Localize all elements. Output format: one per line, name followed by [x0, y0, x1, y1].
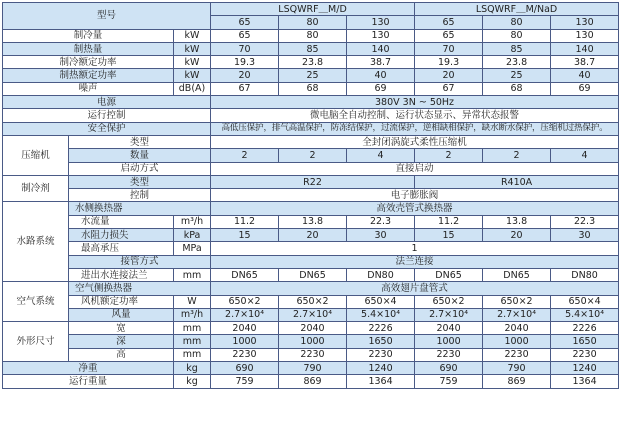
value-cell: DN65 — [279, 268, 347, 281]
table-row — [3, 362, 619, 375]
row-label: 运行控制 — [3, 109, 211, 122]
value-cell: 2 — [211, 149, 279, 162]
table-row — [3, 96, 619, 109]
value-cell: 2226 — [347, 322, 415, 335]
value-cell: 2 — [279, 149, 347, 162]
value-cell: 4 — [347, 149, 415, 162]
value-cell: 2226 — [551, 322, 619, 335]
value-cell: 69 — [347, 82, 415, 95]
unit-cell: kW — [174, 42, 211, 55]
value-cell: 65 — [415, 29, 483, 42]
value-cell: 67 — [211, 82, 279, 95]
unit-cell: kg — [174, 362, 211, 375]
table-row — [3, 189, 619, 202]
value-cell: 2040 — [211, 322, 279, 335]
row-label: 进出水连接法兰 — [69, 268, 174, 281]
value-cell: 2230 — [279, 348, 347, 361]
value-cell: 5.4×10⁴ — [551, 308, 619, 321]
value-cell: 20 — [211, 69, 279, 82]
row-label: 启动方式 — [69, 162, 211, 175]
value-cell: 1650 — [347, 335, 415, 348]
value-cell: R410A — [415, 175, 619, 188]
table-row — [3, 282, 619, 295]
value-cell: 69 — [551, 82, 619, 95]
value-cell: 19.3 — [415, 56, 483, 69]
unit-cell: dB(A) — [174, 82, 211, 95]
value-cell: 20 — [415, 69, 483, 82]
value-cell: 电子膨胀阀 — [211, 189, 619, 202]
unit-cell: mm — [174, 348, 211, 361]
value-cell: 80 — [483, 29, 551, 42]
value-cell: 40 — [347, 69, 415, 82]
row-label: 运行重量 — [3, 375, 174, 388]
value-cell: 2040 — [279, 322, 347, 335]
table-row — [3, 215, 619, 228]
row-label: 安全保护 — [3, 122, 211, 135]
unit-cell: kg — [174, 375, 211, 388]
unit-cell: mm — [174, 322, 211, 335]
table-row — [3, 375, 619, 388]
unit-cell: W — [174, 295, 211, 308]
value-cell: R22 — [211, 175, 415, 188]
row-label: 制冷额定功率 — [3, 56, 174, 69]
table-row — [3, 255, 619, 268]
value-cell: 1650 — [551, 335, 619, 348]
value-cell: 650×2 — [483, 295, 551, 308]
value-cell: 65 — [211, 29, 279, 42]
value-cell: DN65 — [483, 268, 551, 281]
value-cell: 790 — [279, 362, 347, 375]
value-cell: 1364 — [347, 375, 415, 388]
unit-cell: mm — [174, 335, 211, 348]
value-cell: 2.7×10⁴ — [415, 308, 483, 321]
table-row — [3, 322, 619, 335]
value-cell: 1 — [211, 242, 619, 255]
unit-cell: kW — [174, 69, 211, 82]
model-cell: 65 — [211, 16, 279, 29]
model-cell: 130 — [347, 16, 415, 29]
series-nad: LSQWRF＿M/NaD — [415, 3, 619, 16]
value-cell: DN80 — [347, 268, 415, 281]
row-label: 制热额定功率 — [3, 69, 174, 82]
value-cell: 2230 — [211, 348, 279, 361]
value-cell: DN65 — [415, 268, 483, 281]
row-label: 控制 — [69, 189, 211, 202]
value-cell: 22.3 — [347, 215, 415, 228]
value-cell: 690 — [211, 362, 279, 375]
row-label: 制热量 — [3, 42, 174, 55]
table-row — [3, 82, 619, 95]
value-cell: 30 — [551, 229, 619, 242]
value-cell: 2.7×10⁴ — [211, 308, 279, 321]
model-cell: 130 — [551, 16, 619, 29]
table-row — [3, 69, 619, 82]
value-cell: 11.2 — [415, 215, 483, 228]
value-cell: 68 — [483, 82, 551, 95]
value-cell: 1000 — [279, 335, 347, 348]
value-cell: 2 — [483, 149, 551, 162]
unit-cell: kW — [174, 29, 211, 42]
row-label: 类型 — [69, 135, 211, 148]
value-cell: 690 — [415, 362, 483, 375]
value-cell: 650×4 — [347, 295, 415, 308]
value-cell: 20 — [483, 229, 551, 242]
unit-cell: mm — [174, 268, 211, 281]
value-cell: 650×2 — [211, 295, 279, 308]
unit-cell: kW — [174, 56, 211, 69]
value-cell: 20 — [279, 229, 347, 242]
category-label: 外形尺寸 — [3, 322, 69, 362]
value-cell: 4 — [551, 149, 619, 162]
value-cell: 微电脑全自动控制、运行状态显示、异常状态报警 — [211, 109, 619, 122]
value-cell: 23.8 — [483, 56, 551, 69]
row-label: 深 — [69, 335, 174, 348]
table-row — [3, 29, 619, 42]
value-cell: 15 — [415, 229, 483, 242]
row-label: 风机额定功率 — [69, 295, 174, 308]
value-cell: 68 — [279, 82, 347, 95]
value-cell: 67 — [415, 82, 483, 95]
value-cell: 650×4 — [551, 295, 619, 308]
value-cell: 23.8 — [279, 56, 347, 69]
value-cell: 2230 — [551, 348, 619, 361]
value-cell: DN65 — [211, 268, 279, 281]
value-cell: 650×2 — [415, 295, 483, 308]
unit-cell: m³/h — [174, 215, 211, 228]
row-label: 最高承压 — [69, 242, 174, 255]
value-cell: 2040 — [483, 322, 551, 335]
row-label: 数量 — [69, 149, 211, 162]
spec-table — [2, 2, 619, 389]
table-row — [3, 109, 619, 122]
value-cell: 85 — [483, 42, 551, 55]
table-row — [3, 149, 619, 162]
table-row — [3, 56, 619, 69]
value-cell: DN80 — [551, 268, 619, 281]
row-label: 净重 — [3, 362, 174, 375]
row-label: 水侧换热器 — [69, 202, 211, 215]
value-cell: 790 — [483, 362, 551, 375]
value-cell: 2230 — [415, 348, 483, 361]
value-cell: 15 — [211, 229, 279, 242]
row-label: 宽 — [69, 322, 174, 335]
value-cell: 高效壳管式换热器 — [211, 202, 619, 215]
value-cell: 5.4×10⁴ — [347, 308, 415, 321]
value-cell: 140 — [347, 42, 415, 55]
value-cell: 140 — [551, 42, 619, 55]
model-cell: 65 — [415, 16, 483, 29]
value-cell: 25 — [279, 69, 347, 82]
value-cell: 2230 — [483, 348, 551, 361]
value-cell: 25 — [483, 69, 551, 82]
unit-cell: m³/h — [174, 308, 211, 321]
series-md: LSQWRF＿M/D — [211, 3, 415, 16]
table-row — [3, 229, 619, 242]
model-label: 型号 — [3, 3, 211, 30]
table-row — [3, 335, 619, 348]
value-cell: 1364 — [551, 375, 619, 388]
value-cell: 130 — [551, 29, 619, 42]
value-cell: 70 — [415, 42, 483, 55]
row-label: 类型 — [69, 175, 211, 188]
unit-cell: MPa — [174, 242, 211, 255]
value-cell: 2.7×10⁴ — [483, 308, 551, 321]
value-cell: 869 — [483, 375, 551, 388]
table-row — [3, 348, 619, 361]
value-cell: 13.8 — [279, 215, 347, 228]
table-row — [3, 135, 619, 148]
value-cell: 1000 — [415, 335, 483, 348]
value-cell: 高效翅片盘管式 — [211, 282, 619, 295]
header-row — [3, 3, 619, 16]
value-cell: 869 — [279, 375, 347, 388]
category-label: 压缩机 — [3, 135, 69, 175]
row-label: 制冷量 — [3, 29, 174, 42]
value-cell: 1000 — [211, 335, 279, 348]
value-cell: 30 — [347, 229, 415, 242]
value-cell: 38.7 — [347, 56, 415, 69]
value-cell: 高低压保护，排气高温保护，防冻结保护，过流保护，逆相缺相保护，缺水断水保护，压缩机过热保护。 — [211, 122, 619, 135]
table-row — [3, 242, 619, 255]
value-cell: 40 — [551, 69, 619, 82]
table-row — [3, 175, 619, 188]
value-cell: 1240 — [347, 362, 415, 375]
row-label: 接管方式 — [69, 255, 211, 268]
table-row — [3, 295, 619, 308]
row-label: 水阻力损失 — [69, 229, 174, 242]
value-cell: 全封闭涡旋式柔性压缩机 — [211, 135, 619, 148]
value-cell: 70 — [211, 42, 279, 55]
value-cell: 直接启动 — [211, 162, 619, 175]
value-cell: 法兰连接 — [211, 255, 619, 268]
value-cell: 380V 3N ~ 50Hz — [211, 96, 619, 109]
row-label: 空气侧换热器 — [69, 282, 211, 295]
value-cell: 85 — [279, 42, 347, 55]
value-cell: 2 — [415, 149, 483, 162]
value-cell: 759 — [211, 375, 279, 388]
value-cell: 2230 — [347, 348, 415, 361]
value-cell: 2040 — [415, 322, 483, 335]
category-label: 空气系统 — [3, 282, 69, 322]
value-cell: 1240 — [551, 362, 619, 375]
value-cell: 650×2 — [279, 295, 347, 308]
table-row — [3, 308, 619, 321]
table-row — [3, 42, 619, 55]
value-cell: 130 — [347, 29, 415, 42]
row-label: 风量 — [69, 308, 174, 321]
model-cell: 80 — [483, 16, 551, 29]
value-cell: 11.2 — [211, 215, 279, 228]
row-label: 噪声 — [3, 82, 174, 95]
row-label: 高 — [69, 348, 174, 361]
row-label: 水流量 — [69, 215, 174, 228]
category-label: 制冷剂 — [3, 175, 69, 202]
value-cell: 13.8 — [483, 215, 551, 228]
table-row — [3, 122, 619, 135]
unit-cell: kPa — [174, 229, 211, 242]
value-cell: 759 — [415, 375, 483, 388]
model-cell: 80 — [279, 16, 347, 29]
table-row — [3, 202, 619, 215]
value-cell: 80 — [279, 29, 347, 42]
table-row — [3, 268, 619, 281]
table-row — [3, 162, 619, 175]
row-label: 电源 — [3, 96, 211, 109]
value-cell: 22.3 — [551, 215, 619, 228]
category-label: 水路系统 — [3, 202, 69, 282]
value-cell: 1000 — [483, 335, 551, 348]
value-cell: 2.7×10⁴ — [279, 308, 347, 321]
value-cell: 19.3 — [211, 56, 279, 69]
value-cell: 38.7 — [551, 56, 619, 69]
